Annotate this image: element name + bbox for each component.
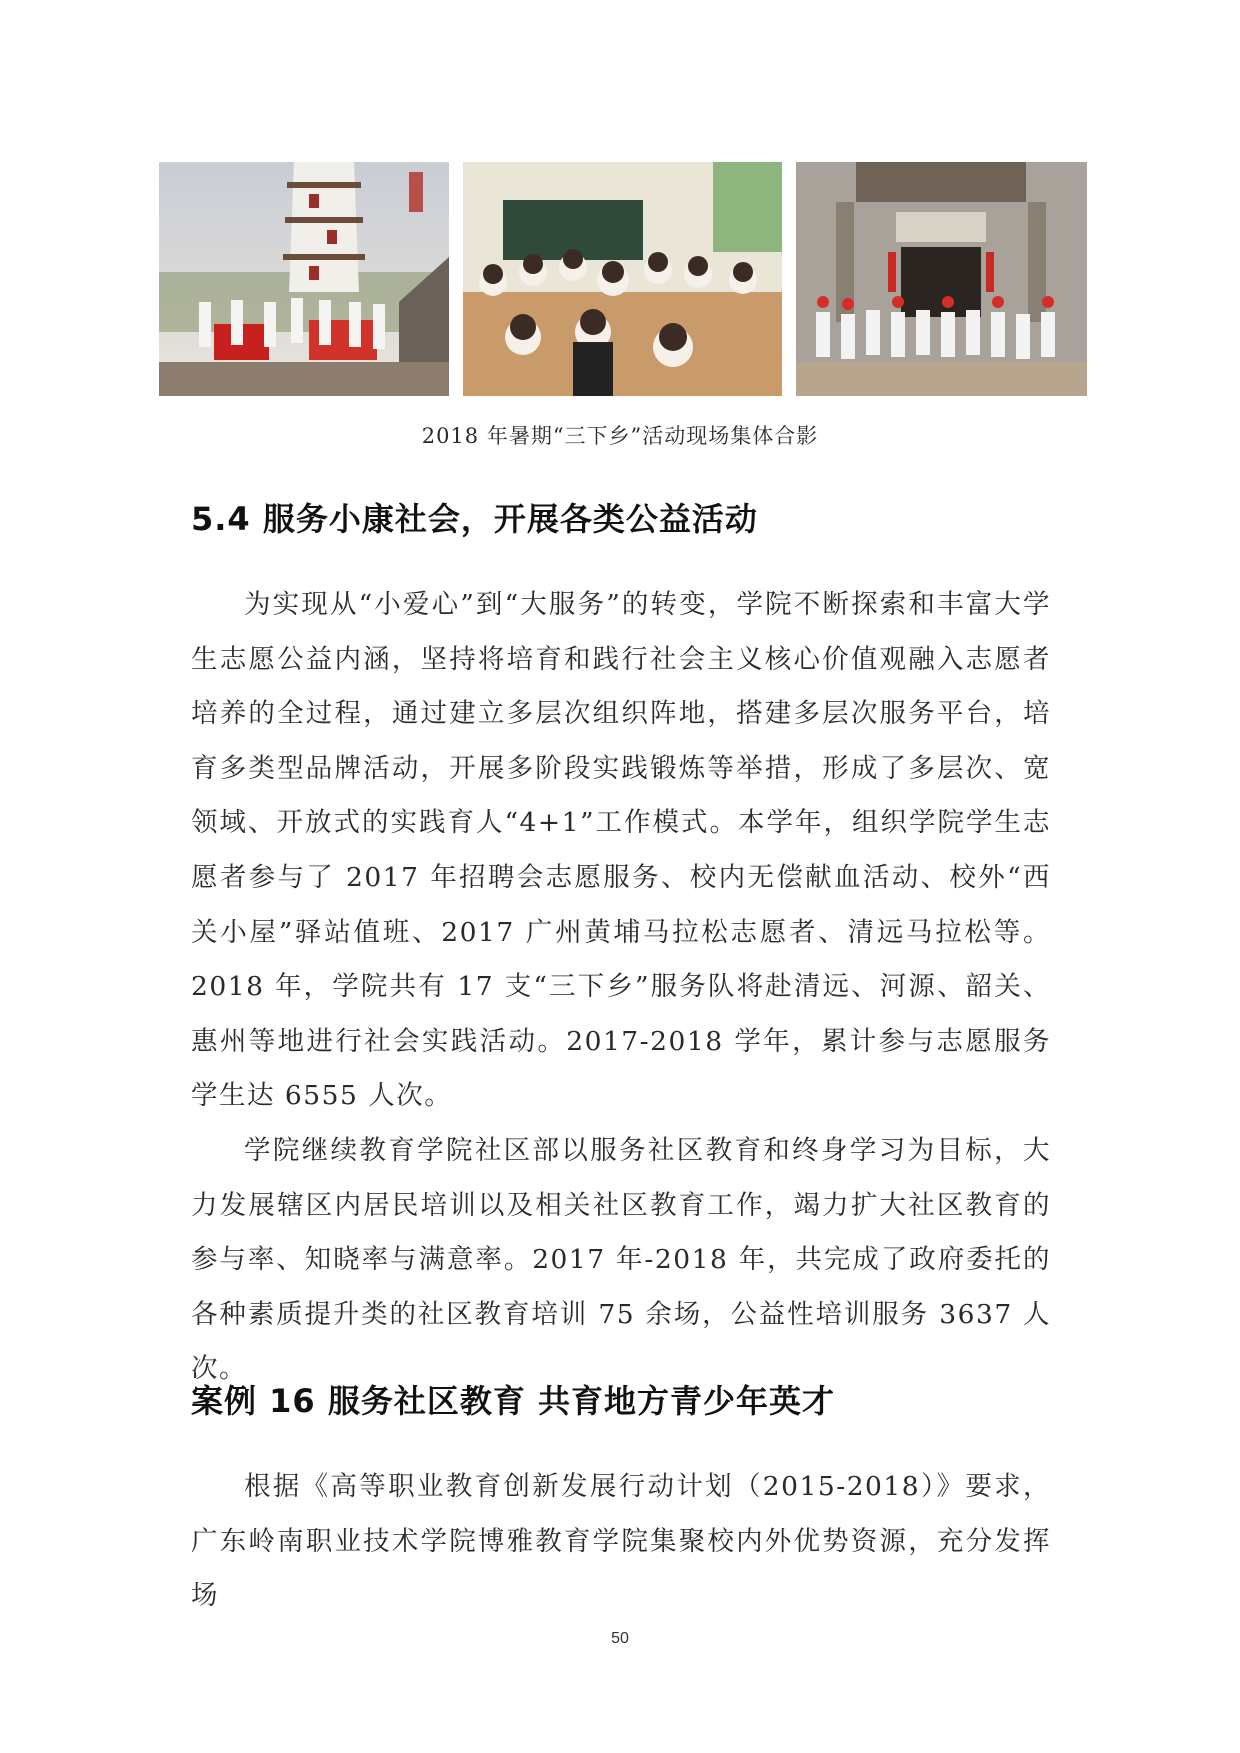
photo-caption: 2018 年暑期“三下乡”活动现场集体合影 bbox=[421, 424, 819, 448]
paragraph-community-education: 学院继续教育学院社区部以服务社区教育和终身学习为目标，大力发展辖区内居民培训以及相关社区教育工作，竭力扩大社区教育的参与率、知晓率与满意率。2017 年-2018 年，共完成了政府委托的各种素质提升类的社区教育培训 75 余场，公益性培训服务 3637 人次。 bbox=[191, 1135, 1051, 1385]
page-number: 50 bbox=[611, 1630, 629, 1647]
photo-strip bbox=[159, 162, 1087, 396]
section-heading: 5.4 服务小康社会，开展各类公益活动 bbox=[191, 500, 758, 538]
paragraph-case-intro: 根据《高等职业教育创新发展行动计划（2015-2018）》要求，广东岭南职业技术学院博雅教育学院集聚校内外优势资源，充分发挥场 bbox=[191, 1471, 1051, 1612]
paragraph-volunteer-service: 为实现从“小爱心”到“大服务”的转变，学院不断探索和丰富大学生志愿公益内涵，坚持将培育和践行社会主义核心价值观融入志愿者培养的全过程，通过建立多层次组织阵地，搭建多层次服务平台，培育多类型品牌活动，开展多阶段实践锻炼等举措，形成了多层次、宽领域、开放式的实践育人“4+1”工作模式。本学年，组织学院学生志愿者参与了 2017 年招聘会志愿服务、校内无偿献血活动、校外“西关小屋”驿站值班、2017 广州黄埔马拉松志愿者、清远马拉松等。2018 年，学院共有 17 支“三下乡”服务队将赴清远、河源、韶关、惠州等地进行社会实践活动。2017-2018 学年，累计参与志愿服务学生达 6555 人次。 bbox=[191, 589, 1051, 1112]
pagoda-group-photo bbox=[159, 162, 449, 396]
case-heading: 案例 16 服务社区教育 共育地方青少年英才 bbox=[191, 1382, 835, 1420]
ancestral-hall-group-photo bbox=[796, 162, 1087, 396]
classroom-children-photo bbox=[463, 162, 782, 396]
